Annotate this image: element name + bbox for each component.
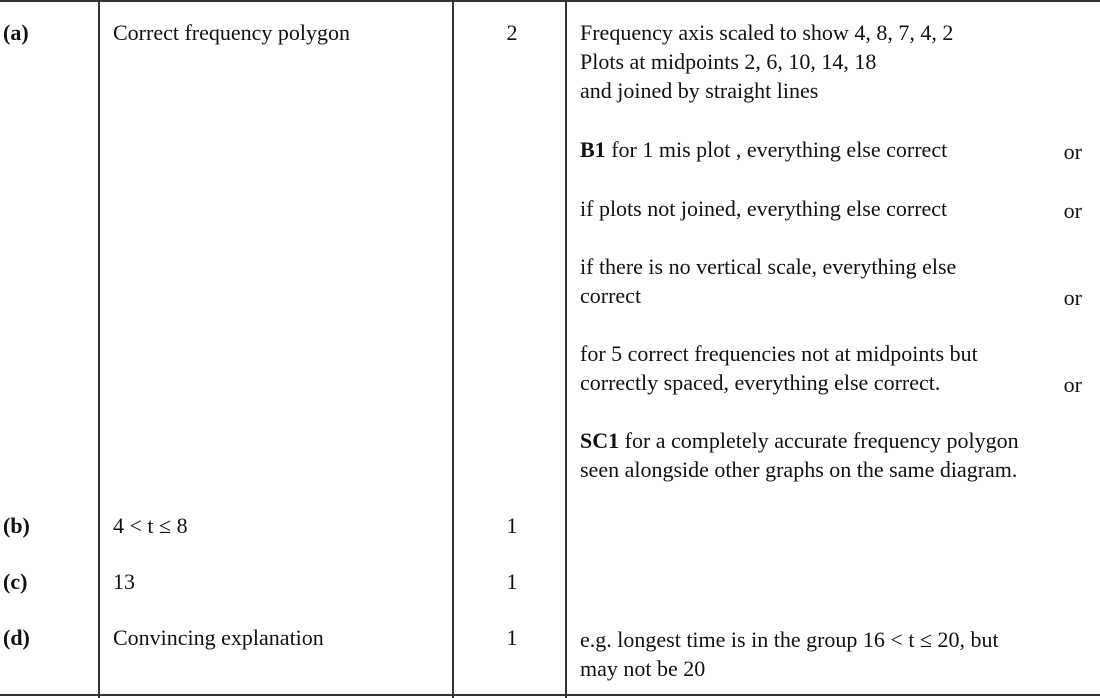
- mark-d: 1: [506, 625, 518, 650]
- table-bottom-border: [0, 694, 1100, 696]
- mark-b: 1: [506, 513, 518, 538]
- column-divider-3: [565, 0, 567, 698]
- column-divider-2: [452, 0, 454, 698]
- notes-a-cond3-line2: correct: [580, 283, 642, 308]
- part-label-d: (d): [3, 625, 30, 650]
- answer-d: Convincing explanation: [113, 625, 324, 650]
- b1-text: for 1 mis plot , everything else correct: [605, 137, 948, 162]
- mark-c: 1: [506, 569, 518, 594]
- b1-code: B1: [580, 137, 606, 162]
- notes-a-line2: Plots at midpoints 2, 6, 10, 14, 18: [580, 49, 877, 74]
- notes-a-cond4-line2: correctly spaced, everything else correct.: [580, 370, 941, 395]
- answer-b: 4 < t ≤ 8: [113, 513, 188, 538]
- notes-a-cond4-line1: for 5 correct frequencies not at midpoints but: [580, 341, 978, 366]
- answer-a: Correct frequency polygon: [113, 20, 351, 45]
- notes-a-cond2: if plots not joined, everything else correct: [580, 196, 948, 221]
- notes-a-sc1-line2: seen alongside other graphs on the same diagram.: [580, 457, 1018, 482]
- or-label-1: or: [1063, 139, 1082, 164]
- sc1-code: SC1: [580, 428, 620, 453]
- notes-a-b1: [580, 135, 947, 164]
- or-label-4: or: [1063, 372, 1082, 397]
- notes-a-line3: and joined by straight lines: [580, 78, 819, 103]
- mark-a: 2: [506, 20, 518, 45]
- or-label-3: or: [1063, 285, 1082, 310]
- or-label-2: or: [1063, 198, 1082, 223]
- notes-d-line1: e.g. longest time is in the group 16 < t ≤ 20, but: [580, 627, 999, 652]
- part-label-b: (b): [3, 513, 30, 538]
- column-divider-1: [98, 0, 100, 698]
- notes-d-line2: may not be 20: [580, 656, 706, 681]
- sc1-text: for a completely accurate frequency polygon: [619, 428, 1019, 453]
- table-top-border: [0, 0, 1100, 2]
- part-label-a: (a): [3, 20, 29, 45]
- part-label-c: (c): [3, 569, 28, 594]
- notes-a-cond3-line1: if there is no vertical scale, everything else: [580, 254, 957, 279]
- notes-a-sc1-line1: [580, 426, 1019, 455]
- answer-c: 13: [113, 569, 135, 594]
- notes-a-line1: Frequency axis scaled to show 4, 8, 7, 4, 2: [580, 20, 954, 45]
